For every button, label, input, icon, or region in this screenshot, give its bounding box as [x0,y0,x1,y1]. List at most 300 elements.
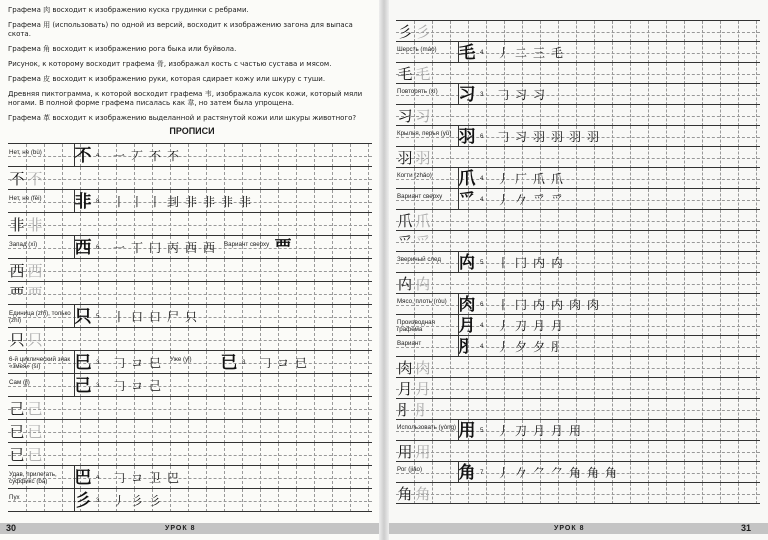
cell-divider [594,105,595,126]
cell-divider [260,489,261,512]
right-row [396,293,760,314]
cell-divider [594,441,595,462]
cell-divider [648,84,649,105]
cell-divider [612,336,613,357]
cell-divider [62,374,63,397]
cell-divider [612,294,613,315]
cell-divider [738,189,739,210]
cell-divider [432,63,433,84]
cell-divider [756,84,757,105]
cell-divider [170,374,171,397]
cell-divider [260,236,261,259]
cell-divider [702,210,703,231]
cell-divider [504,483,505,504]
cell-divider [332,144,333,167]
row-label: Вариант [397,339,422,347]
cell-divider [80,167,81,190]
cell-divider [504,105,505,126]
cell-divider [540,378,541,399]
cell-divider [260,328,261,351]
cell-divider [720,105,721,126]
cell-divider [62,167,63,190]
cell-divider [630,21,631,42]
cell-divider [350,328,351,351]
trace-character: ⺼ [397,400,413,419]
cell-divider [368,282,369,305]
cell-divider [188,213,189,236]
cell-divider [486,378,487,399]
lesson-label: УРОК 8 [165,525,196,532]
left-row [8,166,372,189]
cell-divider [350,213,351,236]
cell-divider [504,357,505,378]
cell-divider [26,489,27,512]
cell-divider [468,378,469,399]
cell-divider [314,397,315,420]
cell-divider [684,315,685,336]
stroke-step: 口 [148,309,161,324]
cell-divider [242,259,243,282]
cell-divider [684,273,685,294]
cell-divider [612,315,613,336]
trace-character: 羽 [415,148,431,167]
stroke-count: 8 [96,197,100,205]
stroke-step: 丨 [148,194,161,209]
cell-divider [350,466,351,489]
cell-divider [540,63,541,84]
cell-divider [332,351,333,374]
main-character: 羽 [458,126,476,147]
cell-divider [260,144,261,167]
cell-divider [206,282,207,305]
cell-divider [242,213,243,236]
intro-paragraph: Графема 用 (использовать) по одной из версий, восходит к изображению загона для выпаса скота. [8,21,353,38]
cell-divider [98,259,99,282]
stroke-step: ⺈ [532,465,545,480]
cell-divider [314,190,315,213]
cell-divider [576,42,577,63]
trace-character: 非 [27,215,43,234]
intro-paragraph: Графема 革 восходит к изображению выделанной и растянутой кожи или шкуры животного? [8,114,357,122]
cell-divider [702,315,703,336]
cell-divider [540,231,541,252]
cell-divider [504,399,505,420]
cell-divider [44,144,45,167]
cell-divider [26,374,27,397]
stroke-step: 角 [604,465,617,480]
stroke-step: 习 [514,87,527,102]
cell-divider [486,210,487,231]
cell-divider [242,144,243,167]
cell-divider [134,397,135,420]
cell-divider [576,252,577,273]
cell-divider [332,213,333,236]
cell-divider [738,231,739,252]
cell-divider [432,147,433,168]
cell-divider [332,190,333,213]
cell-divider [432,231,433,252]
left-practice-grid [8,143,372,517]
intro-paragraph: Графема 皮 восходит к изображению руки, которая сдирает кожу или шкуру с туши. [8,75,326,83]
stroke-count: 4 [96,151,100,159]
trace-character: 彡 [415,22,431,41]
cell-divider [702,42,703,63]
cell-divider [296,282,297,305]
cell-divider [170,443,171,466]
footer-left [0,523,379,534]
cell-divider [368,190,369,213]
cell-divider [368,213,369,236]
cell-divider [368,443,369,466]
cell-divider [80,420,81,443]
page-number: 31 [741,523,752,533]
cell-divider [350,144,351,167]
cell-divider [738,462,739,483]
cell-divider [62,489,63,512]
cell-divider [188,328,189,351]
cell-divider [684,231,685,252]
section-title: ПРОПИСИ [169,126,215,136]
cell-divider [296,466,297,489]
stroke-step: 𠂊 [514,465,527,480]
cell-divider [296,397,297,420]
main-character: 月 [458,315,476,336]
right-row [396,62,760,83]
cell-divider [738,42,739,63]
stroke-step: 丿 [496,465,509,480]
cell-divider [540,483,541,504]
cell-divider [44,489,45,512]
cell-divider [558,483,559,504]
cell-divider [756,126,757,147]
cell-divider [62,190,63,213]
cell-divider [278,305,279,328]
cell-divider [756,483,757,504]
cell-divider [594,84,595,105]
cell-divider [612,441,613,462]
cell-divider [368,236,369,259]
cell-divider [756,252,757,273]
main-character: ⺼ [458,336,476,357]
cell-divider [44,213,45,236]
cell-divider [450,357,451,378]
cell-divider [188,374,189,397]
trace-character: ⺼ [415,400,431,419]
right-practice-grid [396,20,760,517]
stroke-step: 只 [184,309,197,324]
cell-divider [630,189,631,210]
stroke-step: 月 [550,423,563,438]
cell-divider [242,374,243,397]
cell-divider [612,168,613,189]
cell-divider [44,420,45,443]
right-row [396,335,760,356]
cell-divider [332,466,333,489]
cell-divider [486,189,487,210]
cell-divider [756,42,757,63]
cell-divider [558,231,559,252]
cell-divider [738,378,739,399]
cell-divider [702,189,703,210]
cell-divider [648,21,649,42]
cell-divider [80,328,81,351]
cell-divider [278,489,279,512]
cell-divider [666,252,667,273]
cell-divider [612,42,613,63]
cell-divider [170,420,171,443]
cell-divider [296,190,297,213]
cell-divider [314,489,315,512]
cell-divider [720,42,721,63]
row-label: Производная графема [397,318,435,333]
cell-divider [44,282,45,305]
cell-divider [170,259,171,282]
cell-divider [296,489,297,512]
left-row [8,442,372,465]
cell-divider [278,443,279,466]
cell-divider [468,21,469,42]
cell-divider [720,315,721,336]
stroke-step: 厂 [514,171,527,186]
cell-divider [522,378,523,399]
cell-divider [594,210,595,231]
cell-divider [206,489,207,512]
cell-divider [188,351,189,374]
cell-divider [44,190,45,213]
cell-divider [368,489,369,512]
right-row [396,482,760,503]
cell-divider [368,351,369,374]
cell-divider [296,374,297,397]
cell-divider [332,167,333,190]
row-label: Вариант сверху [397,192,443,200]
cell-divider [152,167,153,190]
cell-divider [666,357,667,378]
cell-divider [368,167,369,190]
row-label: 6-й циклический знак «змея» (sì) [9,355,71,370]
cell-divider [486,84,487,105]
cell-divider [296,167,297,190]
row-label: Повторять (xí) [397,87,438,95]
cell-divider [504,441,505,462]
cell-divider [486,231,487,252]
cell-divider [630,378,631,399]
left-row [8,419,372,442]
stroke-step: 丿 [496,171,509,186]
intro-text [8,6,374,129]
cell-divider [738,357,739,378]
stroke-count: 5 [480,426,484,434]
cell-divider [684,462,685,483]
cell-divider [260,397,261,420]
cell-divider [720,420,721,441]
cell-divider [278,144,279,167]
right-row [396,251,760,272]
cell-divider [612,63,613,84]
cell-divider [170,328,171,351]
cell-divider [432,399,433,420]
row-label: Звериный след [397,255,441,263]
cell-divider [242,328,243,351]
cell-divider [594,63,595,84]
main-character: 习 [458,84,476,105]
cell-divider [188,466,189,489]
cell-divider [504,273,505,294]
cell-divider [278,190,279,213]
book-gutter [379,0,389,540]
cell-divider [666,231,667,252]
cell-divider [684,168,685,189]
cell-divider [756,105,757,126]
cell-divider [278,397,279,420]
cell-divider [134,259,135,282]
cell-divider [576,441,577,462]
stroke-step: ⺼ [550,339,563,354]
cell-divider [188,259,189,282]
cell-divider [134,167,135,190]
cell-divider [44,374,45,397]
cell-divider [296,305,297,328]
cell-divider [350,236,351,259]
stroke-count: 3 [96,358,100,366]
cell-divider [594,357,595,378]
cell-divider [684,126,685,147]
cell-divider [62,236,63,259]
cell-divider [738,63,739,84]
cell-divider [558,399,559,420]
cell-divider [540,147,541,168]
stroke-step: 月 [532,423,545,438]
stroke-step: 爫 [550,192,563,207]
cell-divider [648,441,649,462]
cell-divider [80,213,81,236]
main-character: 用 [458,420,476,441]
cell-divider [630,357,631,378]
stroke-step: 非 [220,194,233,209]
intro-paragraph: Рисунок, к которому восходит графема 骨, изображал кость с частью сустава и мясом. [8,60,332,68]
cell-divider [666,336,667,357]
cell-divider [576,399,577,420]
cell-divider [152,328,153,351]
cell-divider [332,236,333,259]
left-row [8,258,372,281]
cell-divider [44,259,45,282]
cell-divider [576,147,577,168]
cell-divider [296,236,297,259]
cell-divider [648,168,649,189]
cell-divider [486,21,487,42]
cell-divider [80,443,81,466]
cell-divider [630,231,631,252]
cell-divider [296,144,297,167]
cell-divider [756,189,757,210]
cell-divider [756,441,757,462]
stroke-step: 西 [202,240,215,255]
cell-divider [170,167,171,190]
row-label: Единица (zhī), только (zhǐ) [9,309,71,324]
main-character: 彡 [74,490,92,511]
cell-divider [738,105,739,126]
trace-character: 彡 [397,22,413,41]
cell-divider [450,441,451,462]
cell-divider [576,84,577,105]
trace-character: 覀 [27,284,43,303]
cell-divider [630,294,631,315]
stroke-count: 3 [480,90,484,98]
trace-character: 已 [9,445,25,464]
stroke-step: 彡 [148,493,161,508]
cell-divider [26,236,27,259]
trace-character: 月 [415,379,431,398]
cell-divider [576,63,577,84]
cell-divider [314,305,315,328]
cell-divider [296,213,297,236]
stroke-count: 3 [242,358,246,366]
cell-divider [170,397,171,420]
stroke-step: 丨 [496,297,509,312]
cell-divider [350,282,351,305]
stroke-step: 丿 [496,45,509,60]
left-row [8,396,372,419]
cell-divider [756,294,757,315]
cell-divider [756,315,757,336]
cell-divider [666,210,667,231]
cell-divider [738,273,739,294]
cell-divider [278,282,279,305]
trace-character: 习 [415,106,431,125]
cell-divider [738,147,739,168]
cell-divider [666,63,667,84]
cell-divider [756,168,757,189]
cell-divider [558,63,559,84]
cell-divider [242,167,243,190]
cell-divider [332,328,333,351]
cell-divider [648,378,649,399]
cell-divider [116,167,117,190]
cell-divider [540,357,541,378]
stroke-count: 4 [96,473,100,481]
cell-divider [116,328,117,351]
trace-character: 角 [397,484,413,503]
cell-divider [702,336,703,357]
cell-divider [368,466,369,489]
main-character: 肉 [458,294,476,315]
trace-character: 非 [9,215,25,234]
left-row [8,327,372,350]
cell-divider [314,167,315,190]
cell-divider [594,168,595,189]
cell-divider [332,305,333,328]
extra-label: Вариант сверху [224,240,270,248]
cell-divider [332,374,333,397]
cell-divider [504,231,505,252]
cell-divider [206,443,207,466]
stroke-step: 夕 [532,339,545,354]
cell-divider [188,420,189,443]
cell-divider [116,443,117,466]
trace-character: 西 [27,261,43,280]
stroke-step: 𠃌 [112,378,125,393]
cell-divider [170,282,171,305]
cell-divider [188,144,189,167]
cell-divider [522,21,523,42]
cell-divider [432,105,433,126]
cell-divider [594,21,595,42]
cell-divider [702,252,703,273]
cell-divider [26,190,27,213]
cell-divider [594,483,595,504]
cell-divider [612,84,613,105]
